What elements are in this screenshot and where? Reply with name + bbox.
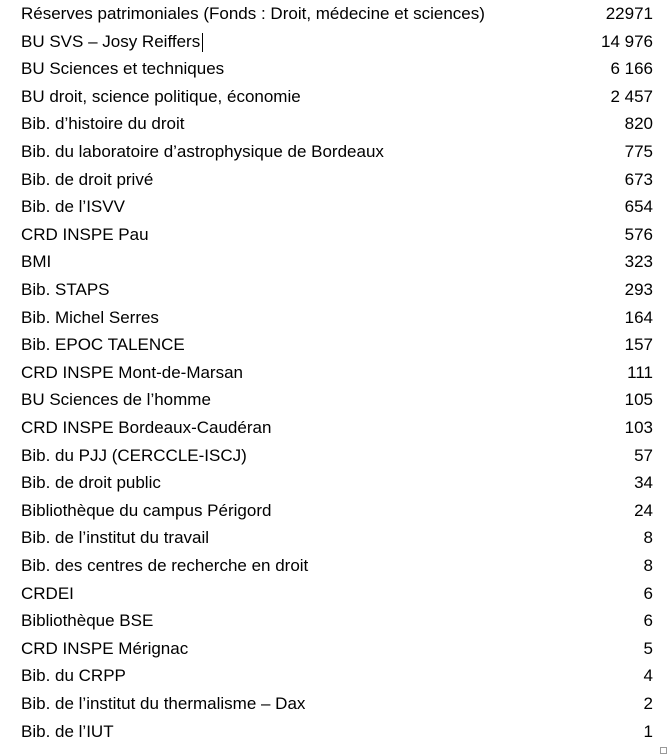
row-label: Bib. de droit privé bbox=[21, 169, 154, 189]
row-label: Bib. de droit public bbox=[21, 473, 161, 493]
row-value: 111 bbox=[627, 362, 653, 382]
table-row bbox=[0, 55, 671, 83]
table-resize-handle-icon[interactable] bbox=[660, 747, 667, 754]
row-value: 103 bbox=[624, 418, 653, 437]
table-row bbox=[0, 662, 671, 690]
table-row bbox=[0, 442, 671, 470]
row-value: 24 bbox=[634, 500, 653, 520]
row-label: Bibliothèque du campus Périgord bbox=[21, 500, 272, 520]
row-label: Bibliothèque BSE bbox=[21, 611, 154, 631]
table-row bbox=[0, 193, 671, 221]
row-label: BU Sciences et techniques bbox=[21, 59, 225, 79]
table-row bbox=[0, 138, 671, 166]
row-value: 164 bbox=[624, 307, 653, 327]
row-value: 4 bbox=[643, 666, 653, 686]
row-value: 8 bbox=[643, 528, 653, 548]
row-label bbox=[21, 28, 203, 56]
row-value: 8 bbox=[643, 556, 653, 575]
table-row bbox=[0, 0, 671, 28]
row-value: 775 bbox=[624, 142, 653, 161]
table-row bbox=[0, 497, 671, 525]
row-value: 57 bbox=[634, 445, 653, 465]
row-label: Bib. du CRPP bbox=[21, 666, 126, 686]
row-label: BU Sciences de l’homme bbox=[21, 390, 211, 410]
table-row bbox=[0, 580, 671, 608]
row-value: 654 bbox=[624, 197, 653, 217]
row-value: 2 457 bbox=[610, 86, 653, 106]
table-row bbox=[0, 524, 671, 552]
row-label: CRD INSPE Mérignac bbox=[21, 638, 189, 658]
row-label: Bib. de l’institut du thermalisme – Dax bbox=[21, 694, 306, 713]
row-label: CRDEI bbox=[21, 583, 74, 603]
table-row bbox=[0, 28, 671, 56]
row-label: Bib. du PJJ (CERCCLE-ISCJ) bbox=[21, 445, 247, 465]
row-value: 1 bbox=[643, 721, 653, 741]
row-label: Bib. du laboratoire d’astrophysique de Bordeaux bbox=[21, 142, 384, 161]
row-value: 157 bbox=[624, 335, 653, 355]
row-label: BU droit, science politique, économie bbox=[21, 86, 301, 106]
table-row bbox=[0, 552, 671, 580]
row-label: Bib. d’histoire du droit bbox=[21, 114, 185, 134]
row-label: Bib. STAPS bbox=[21, 280, 110, 299]
row-label: CRD INSPE Mont-de-Marsan bbox=[21, 362, 244, 382]
row-value: 2 bbox=[643, 694, 653, 713]
row-label: BMI bbox=[21, 252, 52, 272]
row-label: CRD INSPE Pau bbox=[21, 224, 149, 244]
row-label: Réserves patrimoniales (Fonds : Droit, médecine et sciences) bbox=[21, 4, 485, 23]
row-value: 105 bbox=[624, 390, 653, 410]
table-row bbox=[0, 690, 671, 718]
row-value: 6 166 bbox=[610, 59, 653, 79]
table-row bbox=[0, 304, 671, 332]
table-row bbox=[0, 607, 671, 635]
row-value: 34 bbox=[634, 473, 653, 493]
table-row bbox=[0, 331, 671, 359]
table-row bbox=[0, 83, 671, 111]
row-label-text: BU SVS – Josy Reiffers bbox=[21, 31, 201, 51]
row-value: 673 bbox=[624, 169, 653, 189]
row-label: Bib. de l’IUT bbox=[21, 721, 114, 741]
row-label: Bib. Michel Serres bbox=[21, 307, 159, 327]
row-label: Bib. EPOC TALENCE bbox=[21, 335, 185, 355]
table-row bbox=[0, 386, 671, 414]
row-value: 14 976 bbox=[601, 31, 653, 51]
table-row bbox=[0, 276, 671, 304]
row-label: Bib. de l’ISVV bbox=[21, 197, 125, 217]
table-row bbox=[0, 469, 671, 497]
row-value: 820 bbox=[624, 114, 653, 134]
table-row bbox=[0, 635, 671, 663]
text-cursor bbox=[202, 33, 203, 52]
table-row bbox=[0, 359, 671, 387]
table-row bbox=[0, 718, 671, 746]
row-value: 323 bbox=[624, 252, 653, 272]
row-value: 293 bbox=[624, 280, 653, 299]
table-row bbox=[0, 248, 671, 276]
row-value: 5 bbox=[643, 638, 653, 658]
row-label: Bib. des centres de recherche en droit bbox=[21, 556, 309, 575]
table-row bbox=[0, 166, 671, 194]
row-label: Bib. de l’institut du travail bbox=[21, 528, 210, 548]
table-row bbox=[0, 110, 671, 138]
row-value: 22971 bbox=[605, 4, 653, 23]
table-row bbox=[0, 414, 671, 442]
table-row bbox=[0, 221, 671, 249]
row-value: 6 bbox=[643, 611, 653, 631]
row-value: 576 bbox=[624, 224, 653, 244]
row-value: 6 bbox=[643, 583, 653, 603]
row-label: CRD INSPE Bordeaux-Caudéran bbox=[21, 418, 272, 437]
